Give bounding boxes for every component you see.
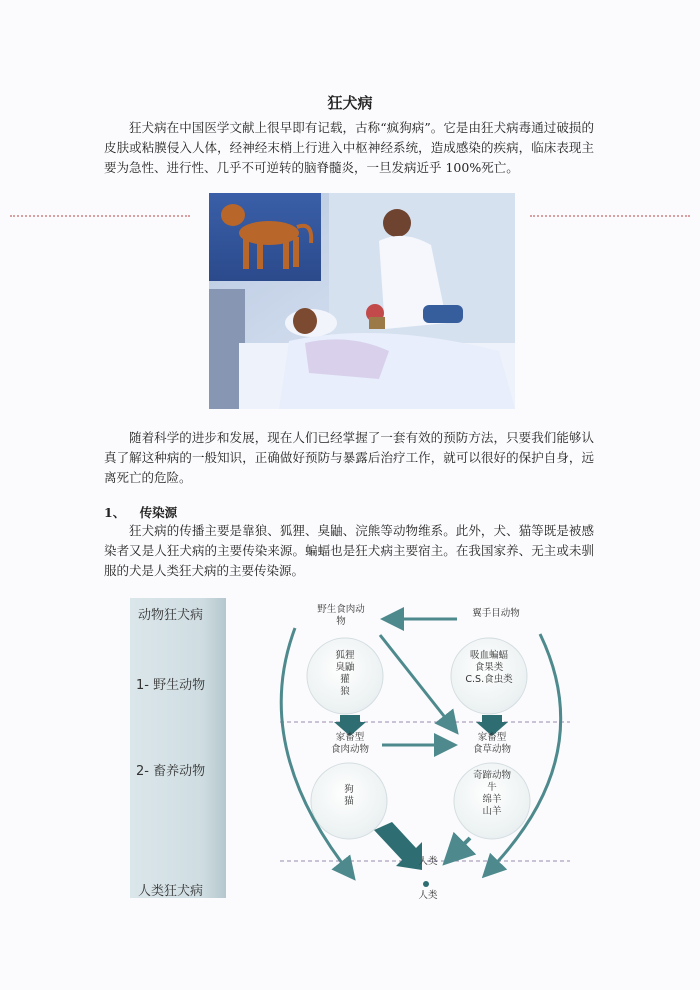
label-human-rabies: 人类狂犬病	[138, 884, 204, 899]
ungulate-circle-text: 奇蹄动物 牛 绵羊 山羊	[472, 770, 511, 817]
arrow-wild-to-herbivores	[380, 635, 455, 730]
dotted-divider-left	[10, 215, 190, 217]
label-wild-animals: 1- 野生动物	[136, 678, 206, 693]
intro-paragraph: 狂犬病在中国医学文献上很早即有记载，古称“疯狗病”。它是由狂犬病毒通过破损的皮肤或粘膜侵入人体，经神经末梢上行进入中枢神经系统，造成感染的疾病，临床表现主要为急性、进行性、几乎不可逆转的脑脊髓炎，一旦发病近乎 100%死亡。	[104, 120, 594, 175]
wild-circle-text: 狐狸 臭鼬 獾 狼	[335, 650, 355, 697]
section-number: 1、	[104, 505, 126, 520]
dotted-divider-right	[530, 215, 690, 217]
rabies-photo	[209, 193, 515, 409]
arrow-ungulate-to-human	[448, 838, 470, 860]
bat-circle-text: 吸血蝙蝠 食果类 C.S.食虫类	[465, 650, 513, 685]
label-human-top: 人类	[418, 856, 438, 867]
section-title: 传染源	[139, 505, 178, 520]
transmission-diagram	[130, 598, 570, 910]
page-title: 狂犬病	[327, 94, 373, 112]
label-domestic-animals: 2- 畜养动物	[136, 764, 206, 779]
label-chiroptera: 翼手目动物	[472, 608, 520, 619]
label-wild-carnivores: 野生食肉动 物	[317, 604, 365, 627]
source-paragraph: 狂犬病的传播主要是靠狼、狐狸、臭鼬、浣熊等动物维系。此外，犬、猫等既是被感染者又是人狂犬病的主要传染来源。蝙蝠也是狂犬病主要宿主。在我国家养、无主或未驯服的犬是人类狂犬病的主要传染源。	[104, 523, 594, 578]
label-animal-rabies: 动物狂犬病	[138, 608, 204, 623]
human-dot	[423, 881, 429, 887]
label-human-bottom: 人类	[418, 890, 438, 901]
dog-circle-text: 狗 猫	[344, 784, 354, 807]
label-domestic-herbivores: 家畜型 食草动物	[472, 732, 511, 755]
label-domestic-carnivores: 家畜型 食肉动物	[330, 732, 369, 755]
section-heading	[104, 503, 177, 521]
prevention-paragraph: 随着科学的进步和发展，现在人们已经掌握了一套有效的预防方法，只要我们能够认真了解这种病的一般知识，正确做好预防与暴露后治疗工作，就可以很好的保护自身，远离死亡的危险。	[104, 430, 594, 485]
